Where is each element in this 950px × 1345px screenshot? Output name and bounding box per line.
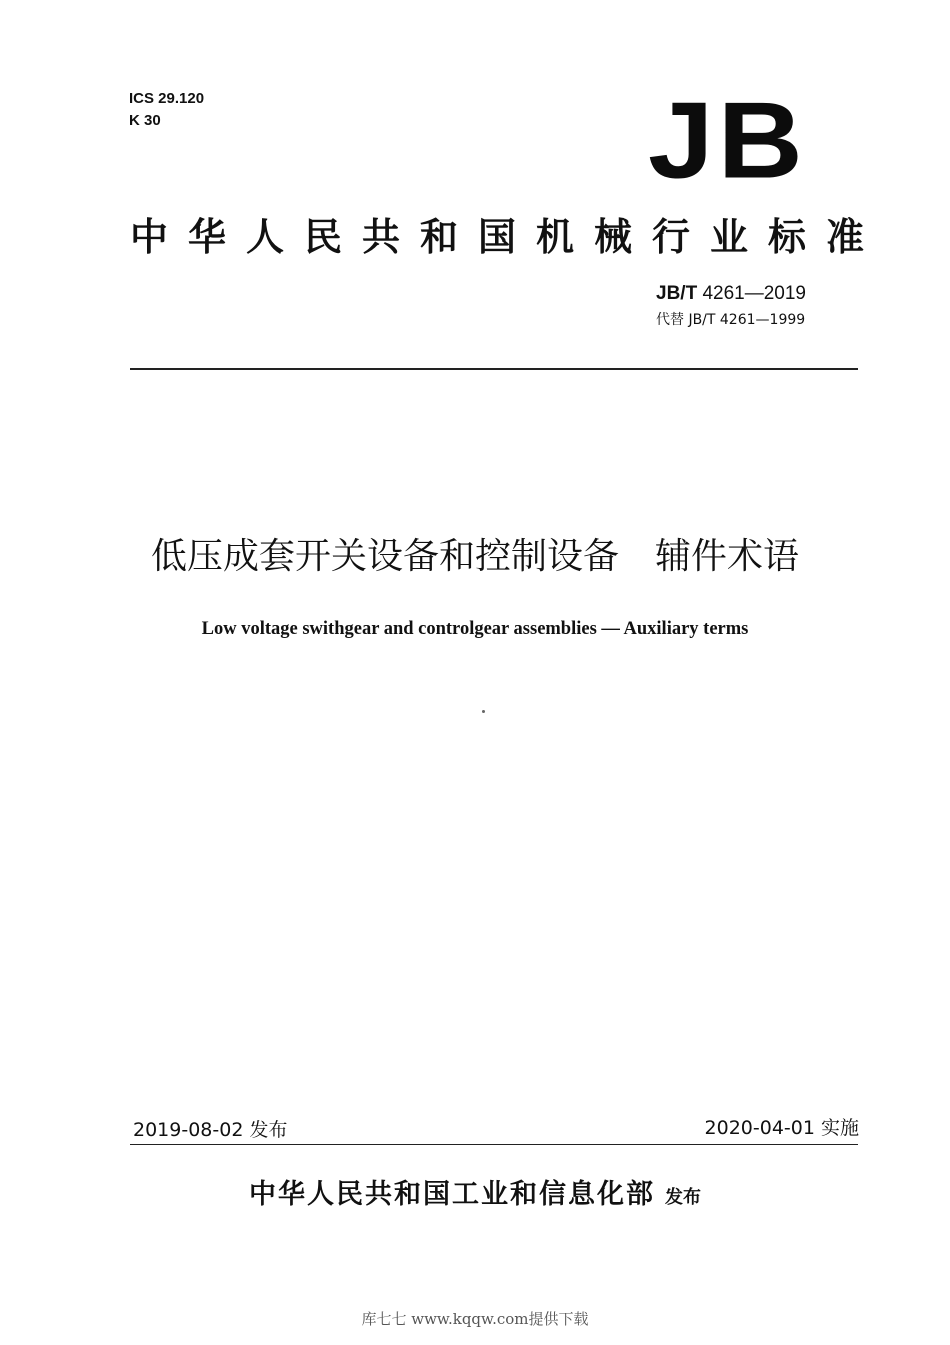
issuer-organization: 中华人民共和国工业和信息化部 <box>249 1179 655 1210</box>
standard-code: 4261—2019 <box>702 283 807 304</box>
ccs-code: K 30 <box>129 112 161 129</box>
document-title-english: Low voltage swithgear and controlgear assemblies — Auxiliary terms <box>201 619 749 639</box>
standard-prefix: JB/T <box>656 283 698 304</box>
issue-date: 2019-08-02 发布 <box>133 1119 288 1141</box>
issuer-action: 发布 <box>665 1187 701 1208</box>
ics-code: ICS 29.120 <box>129 90 205 107</box>
jb-logo: JB <box>648 79 807 202</box>
bottom-divider <box>130 1144 858 1145</box>
classification-codes <box>129 88 204 132</box>
top-divider <box>130 368 858 370</box>
replaces-note: 代替 JB/T 4261—1999 <box>656 312 806 328</box>
document-title-chinese: 低压成套开关设备和控制设备 辅件术语 <box>150 536 799 577</box>
download-footer: 库七七 www.kqqw.com提供下载 <box>361 1310 589 1328</box>
standard-number <box>656 282 806 306</box>
stray-dot <box>482 710 485 713</box>
implementation-date: 2020-04-01 实施 <box>704 1117 859 1139</box>
standard-category-title: 中华人民共和国机械行业标准 <box>130 215 885 259</box>
issuing-authority <box>0 1172 950 1211</box>
